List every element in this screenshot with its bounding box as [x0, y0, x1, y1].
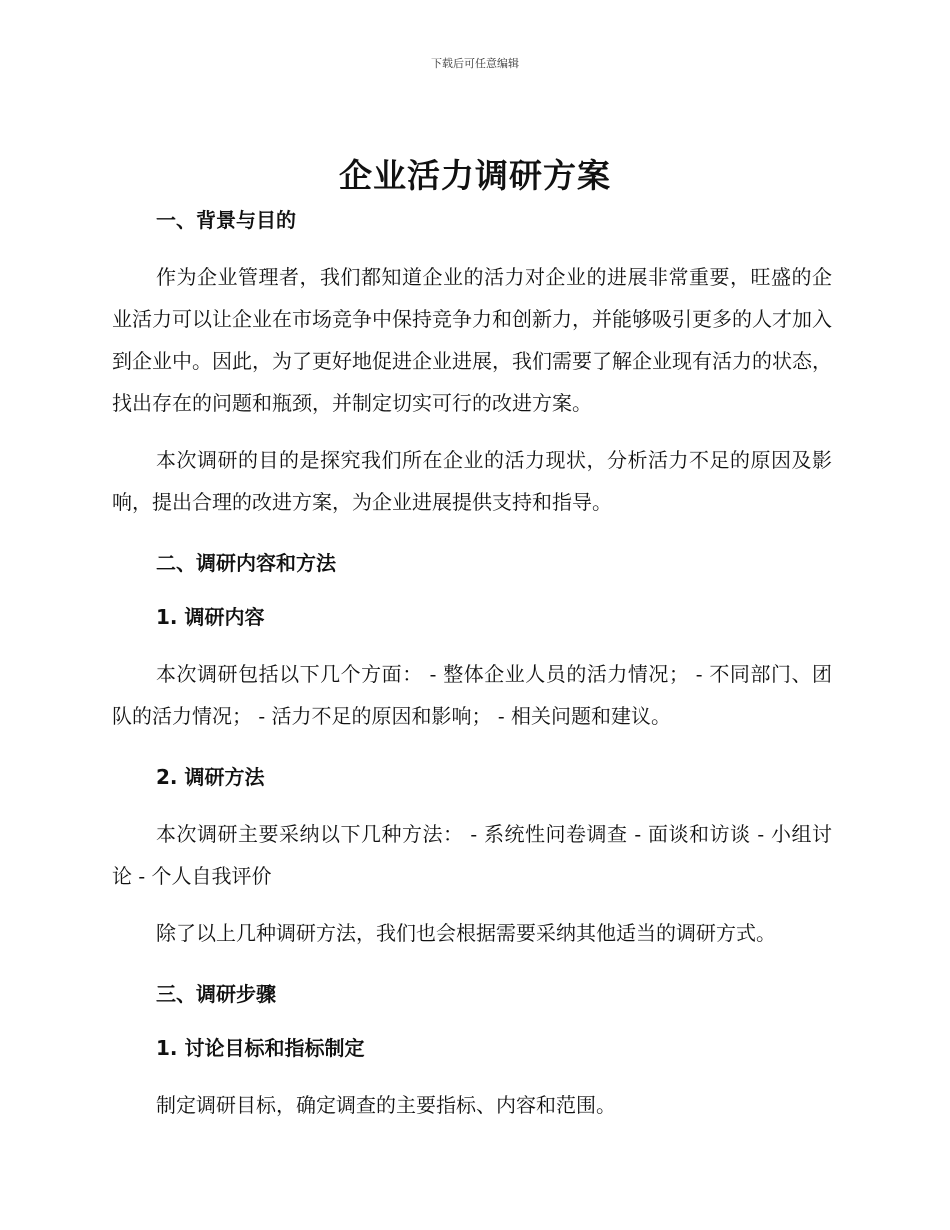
paragraph-research-content: 本次调研包括以下几个方面： - 整体企业人员的活力情况； - 不同部门、团队的活力情况； - 活力不足的原因和影响； - 相关问题和建议。 [112, 662, 832, 728]
subheading-research-content: 1. 调研内容 [156, 605, 265, 629]
section-heading-background: 一、背景与目的 [156, 208, 296, 232]
paragraph-background-2: 本次调研的目的是探究我们所在企业的活力现状，分析活力不足的原因及影响，提出合理的改进方案，为企业进展提供支持和指导。 [112, 448, 832, 514]
paragraph-step-1: 制定调研目标，确定调查的主要指标、内容和范围。 [156, 1093, 616, 1117]
paragraph-background-1: 作为企业管理者，我们都知道企业的活力对企业的进展非常重要，旺盛的企业活力可以让企业在市场竞争中保持竞争力和创新力，并能够吸引更多的人才加入到企业中。因此，为了更好地促进企业进展，我们需要了解企业现有活力的状态，找出存在的问题和瓶颈，并制定切实可行的改进方案。 [112, 265, 832, 415]
document-body [112, 206, 832, 1126]
subheading-step-1: 1. 讨论目标和指标制定 [156, 1036, 365, 1060]
header-note: 下载后可任意编辑 [431, 57, 519, 70]
subheading-research-method: 2. 调研方法 [156, 765, 265, 789]
section-heading-content-method: 二、调研内容和方法 [156, 551, 336, 575]
document-title: 企业活力调研方案 [339, 156, 611, 195]
paragraph-research-method-2: 除了以上几种调研方法，我们也会根据需要采纳其他适当的调研方式。 [156, 921, 776, 945]
section-heading-steps: 三、调研步骤 [156, 982, 276, 1006]
paragraph-research-method-1: 本次调研主要采纳以下几种方法： - 系统性问卷调查 - 面谈和访谈 - 小组讨论 - 个人自我评价 [112, 822, 832, 888]
